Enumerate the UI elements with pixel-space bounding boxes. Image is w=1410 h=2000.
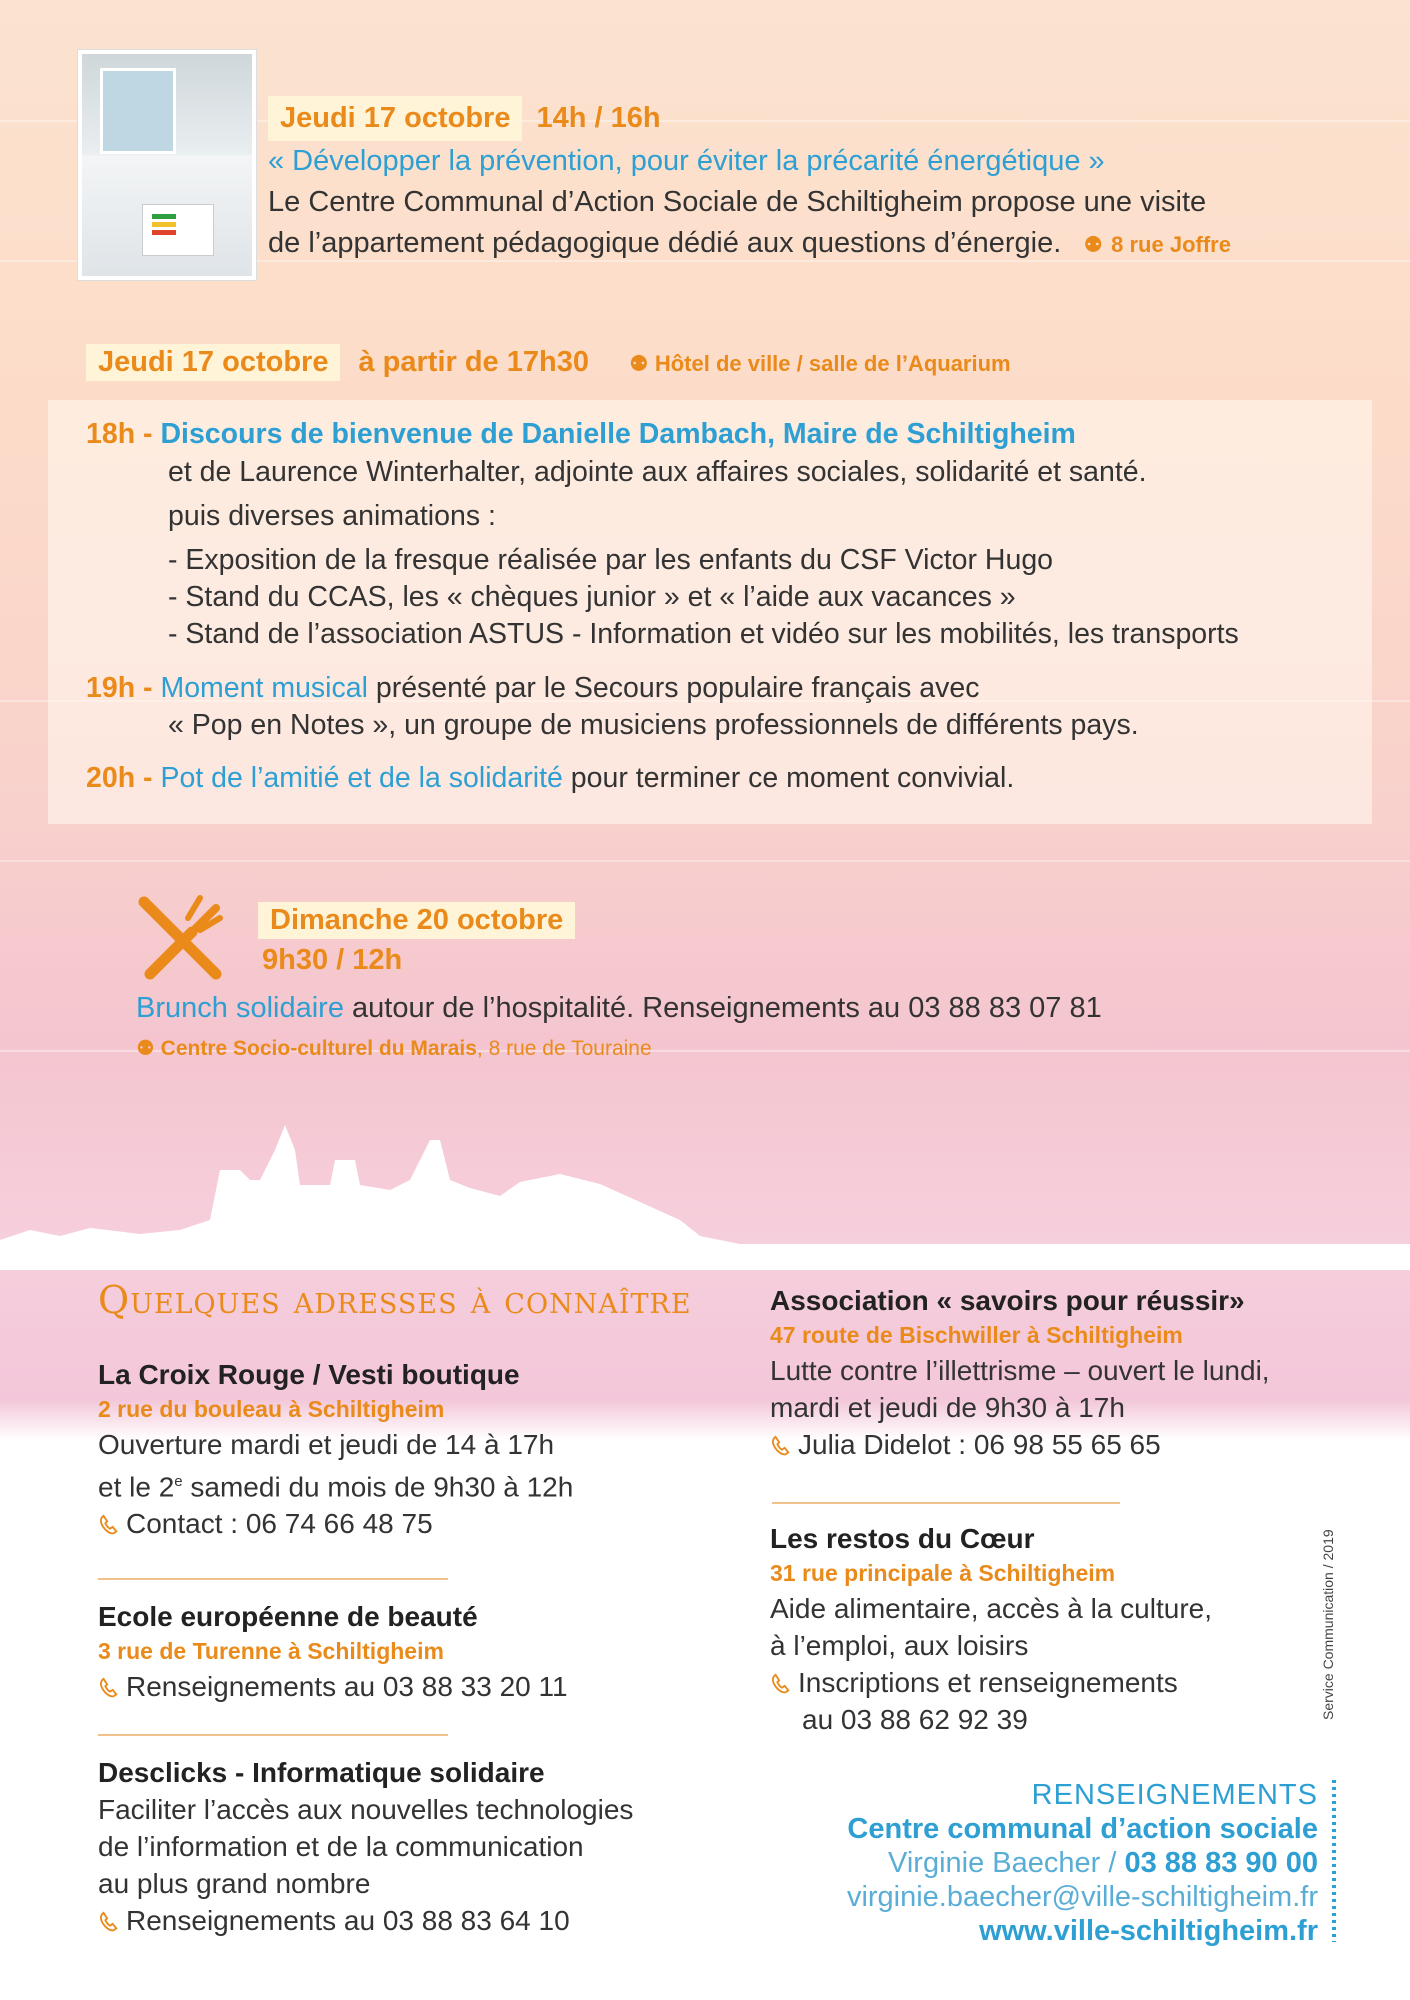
address-street: 47 route de Bischwiller à Schiltigheim: [770, 1322, 1183, 1348]
contact-label: RENSEIGNEMENTS: [1031, 1779, 1318, 1811]
divider: [772, 1502, 1120, 1504]
event-1-time: 14h / 16h: [536, 102, 661, 134]
contact-org: Centre communal d’action sociale: [847, 1813, 1318, 1845]
program-line: - Exposition de la fresque réalisée par les enfants du CSF Victor Hugo: [168, 544, 1054, 576]
address-line: Faciliter l’accès aux nouvelles technologies: [98, 1794, 634, 1825]
event-3-time: 9h30 / 12h: [262, 944, 403, 976]
credit-text: Service Communication / 2019: [1320, 1529, 1336, 1720]
city-skyline: [0, 1110, 1410, 1270]
divider: [98, 1734, 448, 1736]
address-line: [98, 1463, 573, 1505]
event-1-date: Jeudi 17 octobre: [268, 96, 522, 141]
address-line: mardi et jeudi de 9h30 à 17h: [770, 1392, 1125, 1423]
event-1-place: 8 rue Joffre: [1111, 232, 1231, 257]
address-text: et le 2: [98, 1471, 175, 1503]
program-text: pour terminer ce moment convivial.: [562, 762, 1015, 794]
fork-knife-icon: [130, 888, 230, 988]
phone-icon: [98, 1911, 120, 1933]
website-link[interactable]: www.ville-schiltigheim.fr: [979, 1915, 1318, 1947]
program-title: Moment musical: [160, 672, 368, 704]
event-3-place-name: Centre Socio-culturel du Marais: [160, 1037, 477, 1060]
program-hour: 20h -: [86, 762, 153, 794]
address-line: Ouverture mardi et jeudi de 14 à 17h: [98, 1429, 555, 1460]
contact-email-link[interactable]: virginie.baecher@ville-schiltigheim.fr: [846, 1881, 1318, 1913]
program-hour: 19h -: [86, 672, 153, 704]
event-3-date-wrap: [258, 902, 575, 939]
address-line: Lutte contre l’illettrisme – ouvert le lundi,: [770, 1355, 1270, 1386]
event-3-title: Brunch solidaire: [136, 992, 344, 1024]
program-text: présenté par le Secours populaire français avec: [367, 672, 980, 704]
location-pin-icon: ⚉: [136, 1037, 155, 1060]
address-phone-text: Renseignements au 03 88 83 64 10: [126, 1905, 570, 1936]
dashed-divider: [1332, 1780, 1336, 1942]
address-text: samedi du mois de 9h30 à 12h: [182, 1471, 574, 1503]
event-2-header: [86, 344, 1011, 381]
event-2-place: Hôtel de ville / salle de l’Aquarium: [654, 351, 1011, 376]
address-phone-text: Julia Didelot : 06 98 55 65 65: [798, 1429, 1161, 1460]
address-restos: [770, 1520, 1212, 1738]
event-3-place: [136, 1036, 652, 1061]
address-croix-rouge: [98, 1356, 573, 1542]
program-hour: 18h -: [86, 418, 153, 450]
event-3-place-street: , 8 rue de Touraine: [476, 1037, 652, 1060]
program-line: - Stand du CCAS, les « chèques junior » et « l’aide aux vacances »: [168, 581, 1016, 613]
phone-icon: [98, 1514, 120, 1536]
addresses-title: Quelques adresses à connaître: [98, 1278, 692, 1322]
address-street: 2 rue du bouleau à Schiltigheim: [98, 1396, 445, 1422]
event-1-title: « Développer la prévention, pour éviter la précarité énergétique »: [268, 145, 1105, 177]
address-line: à l’emploi, aux loisirs: [770, 1630, 1029, 1661]
address-name: Ecole européenne de beauté: [98, 1601, 478, 1632]
location-pin-icon: ⚉: [628, 351, 649, 376]
address-line: au 03 88 62 92 39: [802, 1704, 1028, 1735]
address-ecole: [98, 1598, 568, 1705]
event-2-time: à partir de 17h30: [358, 346, 589, 378]
address-phone: [98, 1505, 573, 1542]
address-phone-text: Inscriptions et renseignements: [798, 1667, 1178, 1698]
event-3-text: autour de l’hospitalité. Renseignements au 03 88 83 07 81: [343, 992, 1102, 1024]
contact-name: Virginie Baecher /: [888, 1847, 1125, 1879]
program-line: puis diverses animations :: [168, 500, 496, 532]
address-phone-text: Renseignements au 03 88 33 20 11: [126, 1671, 568, 1702]
contact-block: [847, 1778, 1318, 1948]
phone-icon: [98, 1677, 120, 1699]
address-sup: e: [174, 1473, 183, 1490]
event-1-desc-line1: Le Centre Communal d’Action Sociale de Schiltigheim propose une visite: [268, 186, 1207, 218]
address-savoirs: [770, 1282, 1270, 1463]
address-line: de l’information et de la communication: [98, 1831, 584, 1862]
address-phone: [98, 1902, 633, 1939]
program-item-18h: [86, 416, 1076, 453]
contact-phone[interactable]: 03 88 83 90 00: [1124, 1847, 1318, 1879]
event-3-desc: [136, 992, 1102, 1025]
address-line: Aide alimentaire, accès à la culture,: [770, 1593, 1212, 1624]
address-street: 3 rue de Turenne à Schiltigheim: [98, 1638, 444, 1664]
program-title: Discours de bienvenue de Danielle Dambach, Maire de Schiltigheim: [160, 418, 1076, 450]
address-line: au plus grand nombre: [98, 1868, 371, 1899]
address-phone: [98, 1668, 568, 1705]
divider: [98, 1578, 448, 1580]
address-phone-text: Contact : 06 74 66 48 75: [126, 1508, 433, 1540]
program-line: - Stand de l’association ASTUS - Information et vidéo sur les mobilités, les transports: [168, 618, 1239, 650]
event-photo: [78, 50, 256, 280]
address-name: Desclicks - Informatique solidaire: [98, 1757, 545, 1788]
event-1-desc-line2: de l’appartement pédagogique dédié aux questions d’énergie.: [268, 227, 1062, 259]
address-phone: [770, 1664, 1212, 1701]
event-1: [268, 96, 1368, 265]
event-2-date: Jeudi 17 octobre: [86, 344, 340, 381]
location-pin-icon: ⚉: [1083, 232, 1104, 257]
program-item-19h: [86, 670, 979, 707]
program-item-20h: [86, 760, 1014, 797]
address-name: Les restos du Cœur: [770, 1523, 1035, 1554]
address-name: La Croix Rouge / Vesti boutique: [98, 1359, 520, 1390]
address-desclicks: [98, 1754, 633, 1939]
program-line: et de Laurence Winterhalter, adjointe aux affaires sociales, solidarité et santé.: [168, 456, 1147, 488]
program-title: Pot de l’amitié et de la solidarité: [160, 762, 563, 794]
address-name: Association « savoirs pour réussir»: [770, 1285, 1245, 1316]
phone-icon: [770, 1673, 792, 1695]
program-line: « Pop en Notes », un groupe de musiciens professionnels de différents pays.: [168, 709, 1139, 741]
phone-icon: [770, 1435, 792, 1457]
event-3-date: Dimanche 20 octobre: [258, 902, 575, 939]
address-street: 31 rue principale à Schiltigheim: [770, 1560, 1116, 1586]
address-phone: [770, 1426, 1270, 1463]
